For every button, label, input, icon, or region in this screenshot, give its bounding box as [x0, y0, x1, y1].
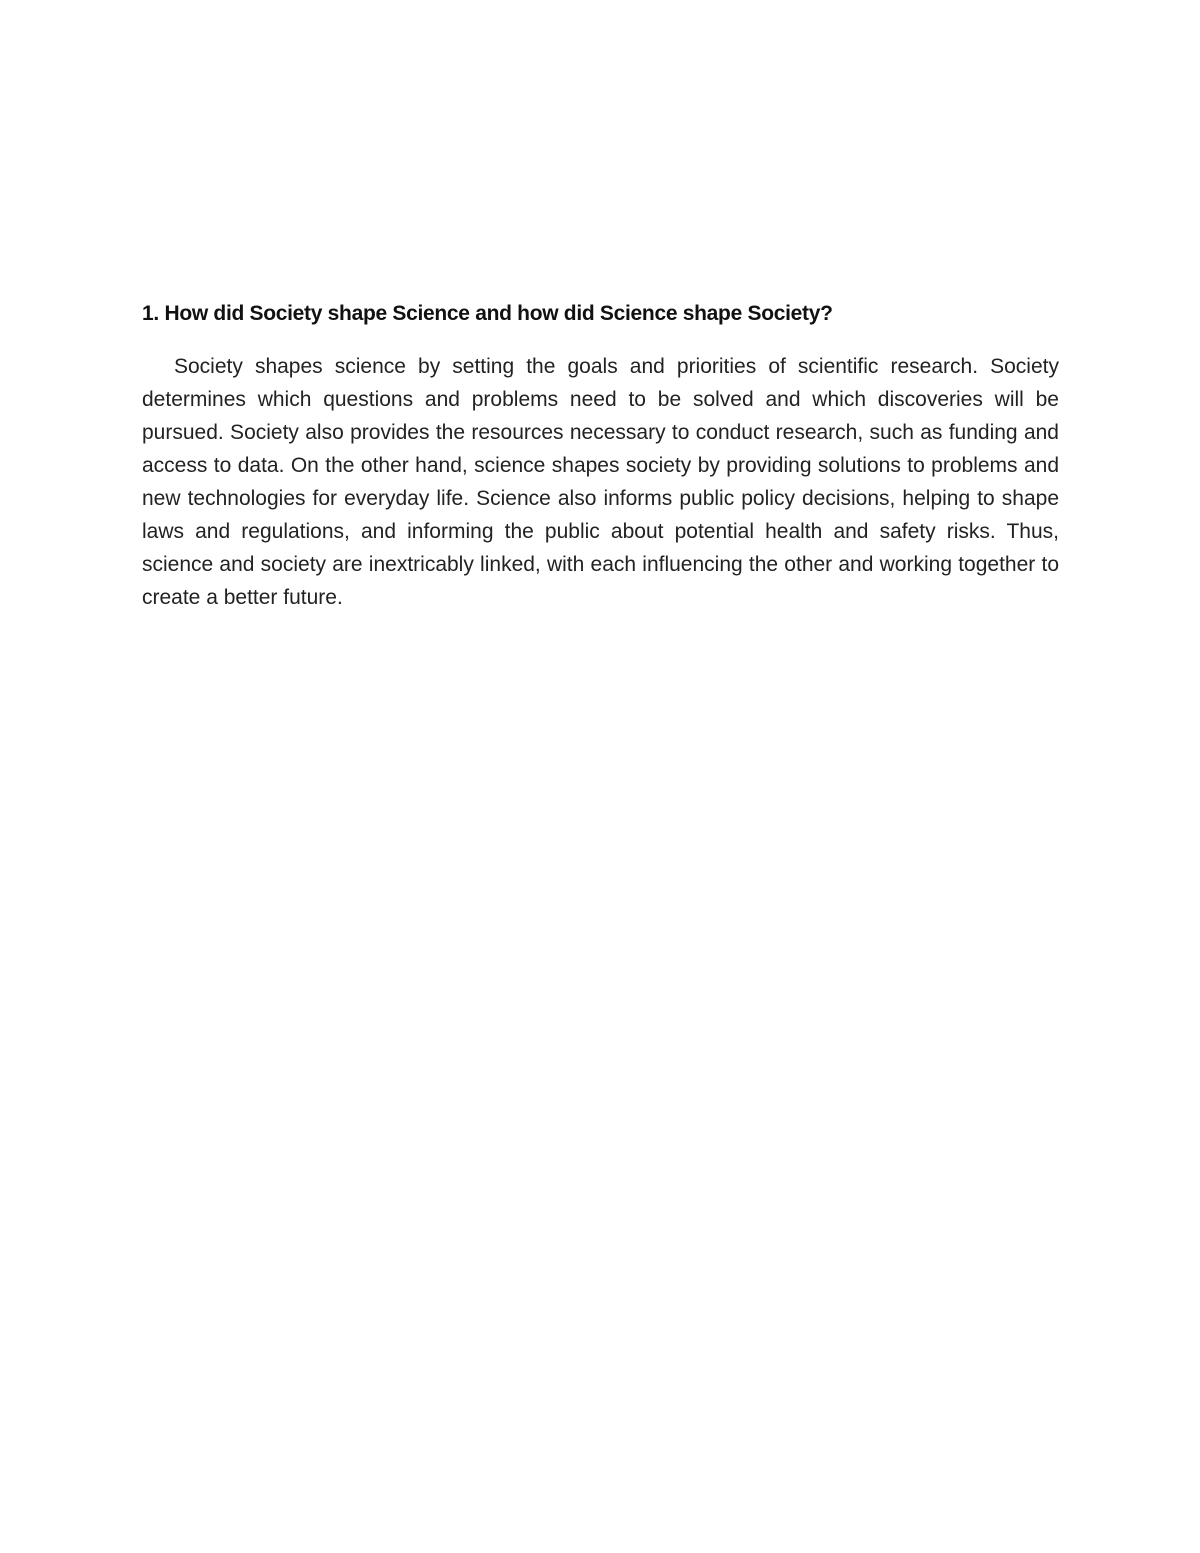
- answer-paragraph: Society shapes science by setting the goals and priorities of scientific research. Society determines which questions and problems need to be solved and which discoveries will be pursued. Society also provides the resources necessary to conduct research, such as funding and access to data. On the other hand, science shapes society by providing solutions to problems and new technologies for everyday life. Science also informs public policy decisions, helping to shape laws and regulations, and informing the public about potential health and safety risks. Thus, science and society are inextricably linked, with each influencing the other and working together to create a better future.: [142, 355, 1059, 609]
- question-heading: 1. How did Society shape Science and how did Science shape Society?: [142, 302, 833, 325]
- document-content: [142, 298, 1059, 614]
